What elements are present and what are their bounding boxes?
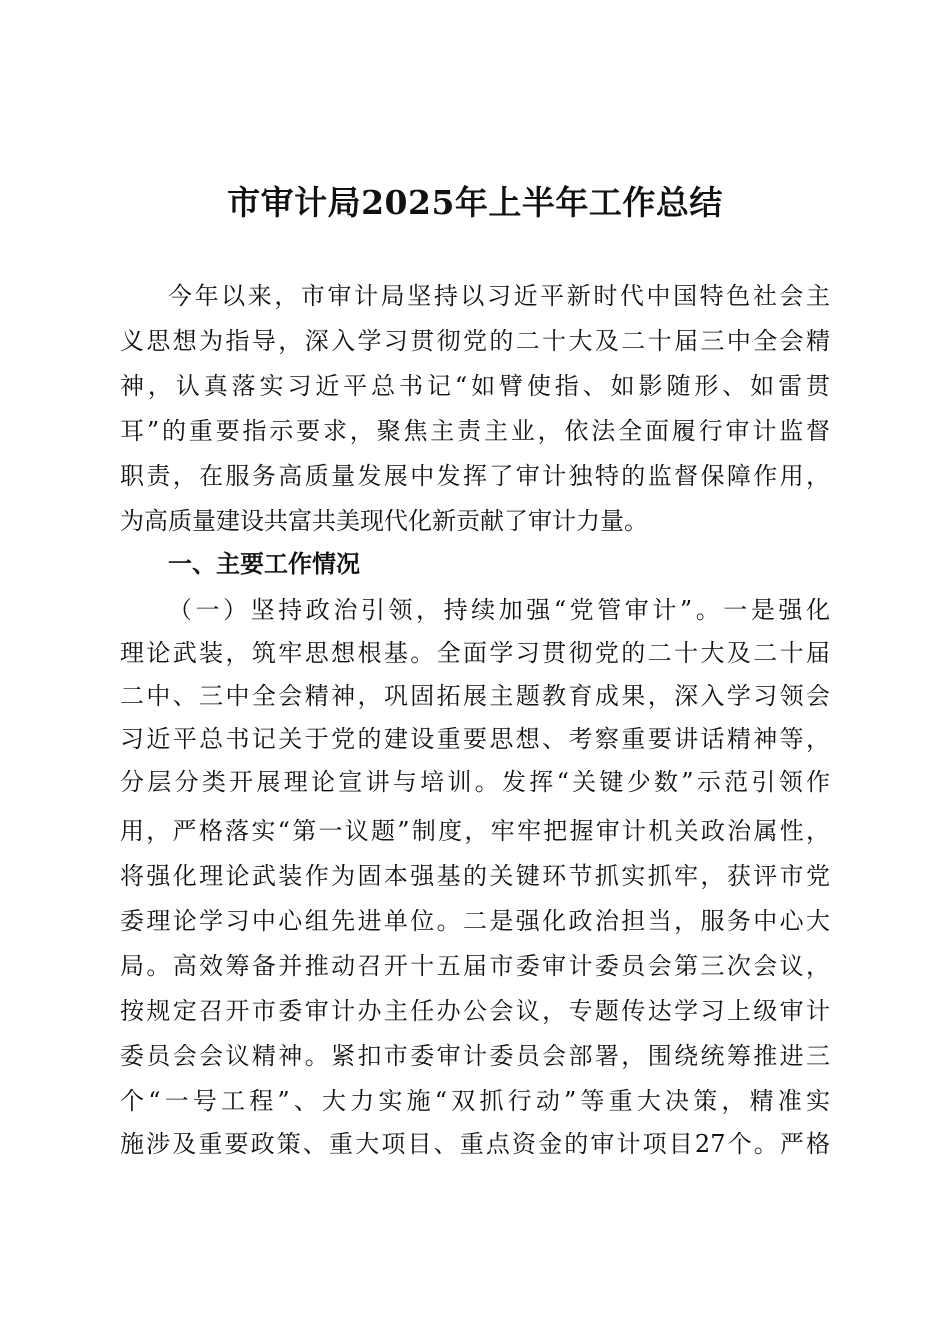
paragraph-line: 局。高效筹备并推动召开十五届市委审计委员会第三次会议， [120,952,830,980]
paragraph-line: 按规定召开市委审计办主任办公会议，专题传达学习上级审计 [120,997,830,1025]
section-heading: 一、主要工作情况 [168,550,360,578]
paragraph-line: 耳”的重要指示要求，聚焦主责主业，依法全面履行审计监督 [120,417,830,445]
paragraph-line: 用，严格落实“第一议题”制度，牢牢把握审计机关政治属性， [120,817,830,845]
paragraph-line: 习近平总书记关于党的建设重要思想、考察重要讲话精神等， [120,725,830,753]
paragraph-line: 个“一号工程”、大力实施“双抓行动”等重大决策，精准实 [120,1087,830,1115]
paragraph-line: 义思想为指导，深入学习贯彻党的二十大及二十届三中全会精 [120,327,830,355]
paragraph-line: 施涉及重要政策、重大项目、重点资金的审计项目27个。严格 [120,1130,830,1158]
paragraph-line: 二中、三中全会精神，巩固拓展主题教育成果，深入学习领会 [120,682,830,710]
paragraph-line: 今年以来，市审计局坚持以习近平新时代中国特色社会主 [168,282,830,310]
document-title: 市审计局2025年上半年工作总结 [227,183,723,222]
paragraph-line: 将强化理论武装作为固本强基的关键环节抓实抓牢，获评市党 [120,862,830,890]
paragraph-line: 职责，在服务高质量发展中发挥了审计独特的监督保障作用， [120,462,830,490]
paragraph-line: 委理论学习中心组先进单位。二是强化政治担当，服务中心大 [120,907,830,935]
paragraph-line: 为高质量建设共富共美现代化新贡献了审计力量。 [120,507,648,535]
paragraph-line: 分层分类开展理论宣讲与培训。发挥“关键少数”示范引领作 [120,768,830,796]
paragraph-line: 理论武装，筑牢思想根基。全面学习贯彻党的二十大及二十届 [120,639,830,667]
paragraph-line: （一）坚持政治引领，持续加强“党管审计”。一是强化 [168,596,830,624]
paragraph-line: 委员会会议精神。紧扣市委审计委员会部署，围绕统筹推进三 [120,1042,830,1070]
paragraph-line: 神，认真落实习近平总书记“如臂使指、如影随形、如雷贯 [120,372,830,400]
